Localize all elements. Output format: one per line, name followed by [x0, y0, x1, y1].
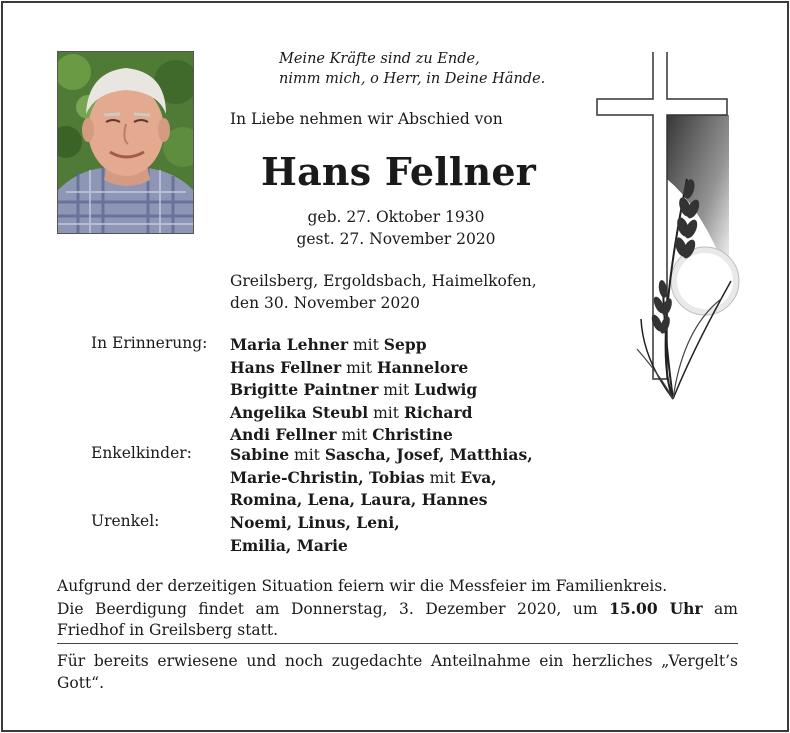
memory-entry: Hans Fellner mit Hannelore — [230, 357, 469, 377]
thanks-line-1: Für bereits erwiesene und noch zugedachte Anteilnahme ein herzliches „Vergelt’s — [57, 652, 738, 670]
memory-list — [230, 334, 477, 447]
place-line-2: den 30. November 2020 — [230, 294, 420, 312]
memory-entry: Andi Fellner mit Christine — [230, 425, 453, 444]
grandchildren-label: Enkelkinder: — [91, 444, 192, 462]
memory-entry: Maria Lehner mit Sepp — [230, 335, 427, 354]
obituary-card — [1, 1, 789, 732]
notice-line-2: Die Beerdigung findet am Donnerstag, 3. Dezember 2020, um 15.00 Uhr am — [57, 598, 738, 618]
place-and-date — [230, 270, 537, 314]
death-date: gest. 27. November 2020 — [296, 230, 496, 248]
place-line-1: Greilsberg, Ergoldsbach, Haimelkofen, — [230, 272, 537, 290]
grandchildren-entry: Sabine mit Sascha, Josef, Matthias, — [230, 445, 533, 464]
life-dates — [261, 206, 531, 250]
quote-line-1: Meine Kräfte sind zu Ende, — [279, 51, 480, 67]
memory-entry: Brigitte Paintner mit Ludwig — [230, 380, 478, 399]
notice-line-3: Friedhof in Greilsberg statt. — [57, 621, 279, 639]
funeral-notice — [57, 576, 738, 642]
portrait-photo — [57, 51, 194, 234]
thanks-line-2: Gott“. — [57, 673, 105, 692]
intro-text: In Liebe nehmen wir Abschied von — [230, 110, 503, 128]
bible-quote — [279, 49, 545, 89]
grandchildren-list — [230, 444, 533, 512]
cross-with-wheat-icon — [593, 49, 743, 413]
divider — [57, 643, 738, 644]
funeral-time: 15.00 Uhr — [609, 598, 703, 618]
great-grandchildren-entry: Emilia, Marie — [230, 535, 348, 555]
deceased-name: Hans Fellner — [261, 149, 536, 194]
great-grandchildren-entry: Noemi, Linus, Leni, — [230, 513, 400, 532]
thanks-text — [57, 651, 738, 694]
notice-line-1: Aufgrund der derzeitigen Situation feiern wir die Messfeier im Familienkreis. — [57, 577, 668, 595]
great-grandchildren-list — [230, 512, 400, 557]
quote-line-2: nimm mich, o Herr, in Deine Hände. — [279, 71, 546, 87]
memory-entry: Angelika Steubl mit Richard — [230, 402, 473, 422]
grandchildren-entry: Marie-Christin, Tobias mit Eva, — [230, 467, 497, 487]
great-grandchildren-label: Urenkel: — [91, 512, 160, 530]
birth-date: geb. 27. Oktober 1930 — [307, 208, 485, 226]
memory-label: In Erinnerung: — [91, 334, 208, 352]
grandchildren-entry: Romina, Lena, Laura, Hannes — [230, 490, 488, 509]
